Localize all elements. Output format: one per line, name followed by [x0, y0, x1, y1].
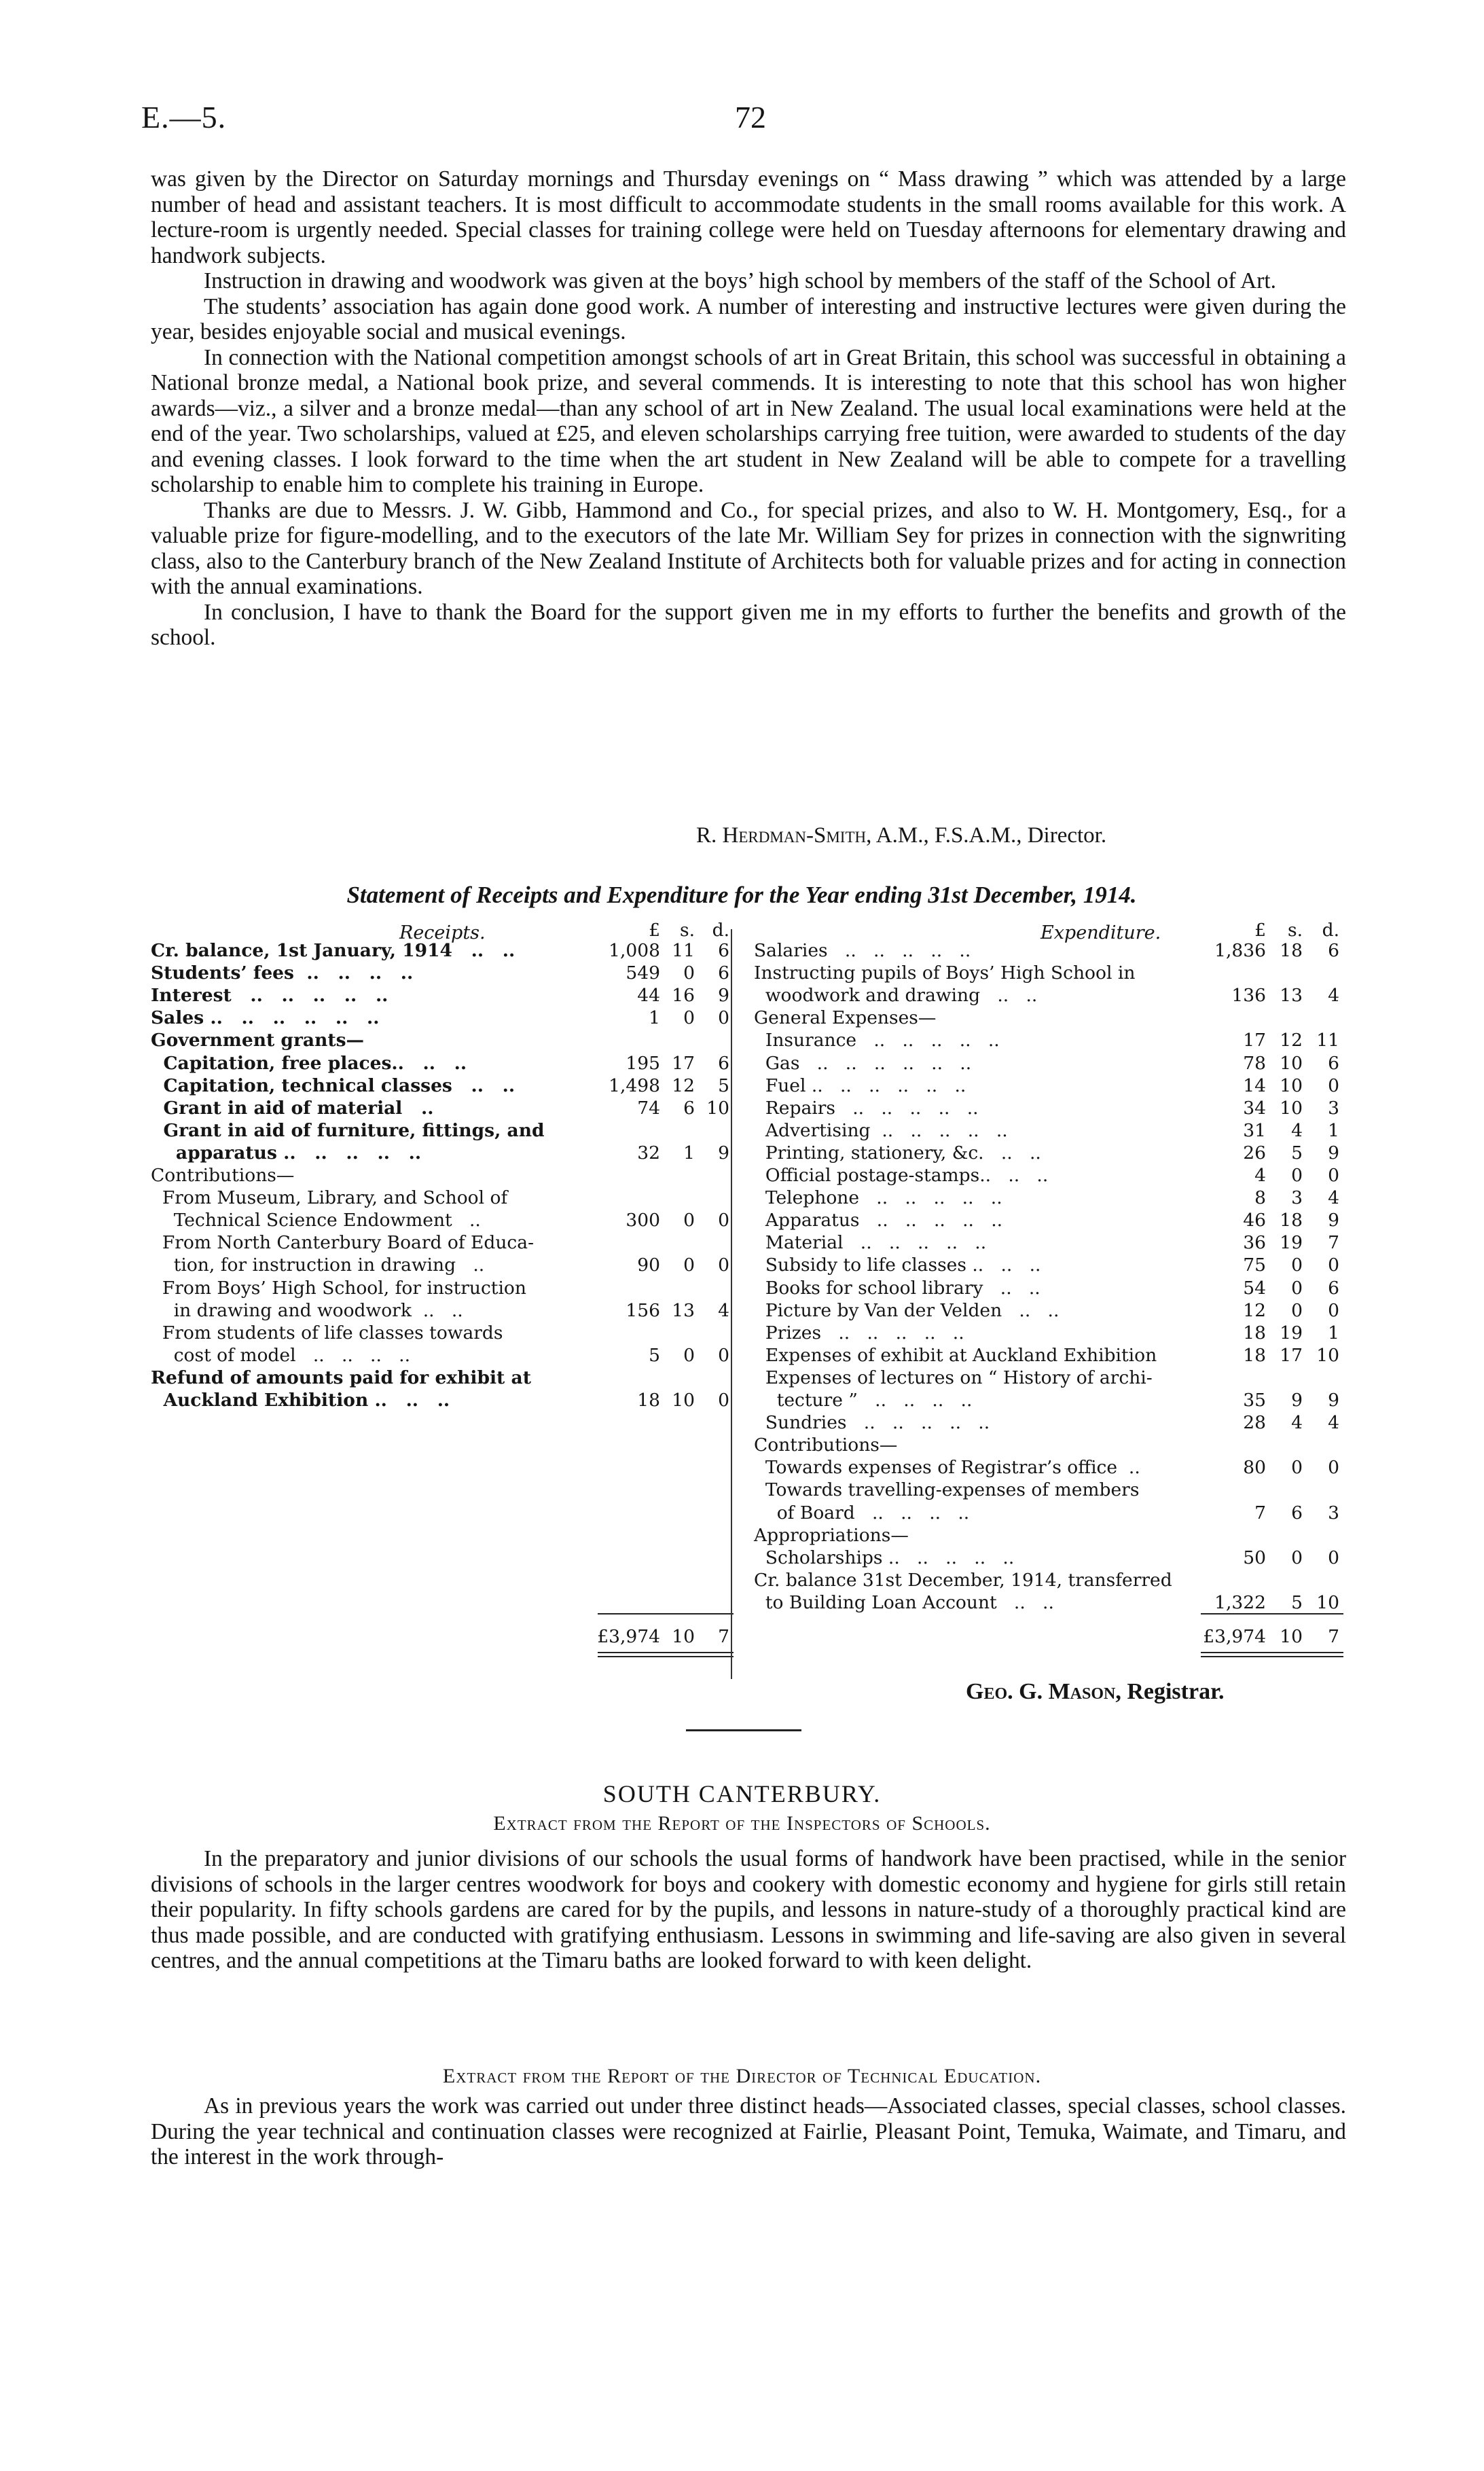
receipts-pounds: 18 — [637, 1390, 660, 1411]
intro-paragraph: Thanks are due to Messrs. J. W. Gibb, Hammond and Co., for special prizes, and also to W. H. Montgomery, Esq., for a valuable prize for figure-modelling, and to the executors of the late Mr. William Sey for prizes in connection with the signwriting class, also to the Canterbury branch of the New Zealand Institute of Architects both for valuable prizes and for acting in connection with the annual examinations. — [151, 497, 1346, 599]
expenditure-shillings: 18 — [1280, 940, 1303, 961]
receipts-label: Technical Science Endowment .. — [151, 1210, 481, 1231]
expenditure-pence: 7 — [1328, 1232, 1339, 1254]
receipts-pounds: 44 — [637, 985, 660, 1007]
expenditure-label: Prizes .. .. .. .. .. — [754, 1322, 964, 1343]
expenditure-label: Appropriations— — [754, 1524, 909, 1546]
expenditure-label: Expenses of lectures on “ History of archi- — [754, 1367, 1153, 1388]
expenditure-label: Printing, stationery, &c. .. .. — [754, 1142, 1041, 1164]
receipts-shillings: 10 — [672, 1390, 695, 1411]
expenditure-label: Telephone .. .. .. .. .. — [754, 1187, 1002, 1209]
expenditure-shillings: 9 — [1291, 1390, 1303, 1411]
expenditure-total-l: £3,974 — [1203, 1626, 1266, 1647]
receipts-heading: Receipts. — [399, 922, 486, 943]
receipts-shillings: 1 — [683, 1142, 695, 1164]
receipts-total-s: 10 — [672, 1626, 695, 1647]
intro-paragraph: Instruction in drawing and woodwork was given at the boys’ high school by members of the staff of the School of Art. — [204, 268, 1276, 293]
statement-title: Statement of Receipts and Expenditure for the Year ending 31st December, 1914. — [346, 882, 1137, 908]
section-title: SOUTH CANTERBURY. — [602, 1780, 882, 1807]
receipts-label: Capitation, technical classes .. .. — [151, 1075, 515, 1096]
expenditure-pence: 10 — [1316, 1591, 1339, 1613]
expenditure-pence: 9 — [1328, 1142, 1339, 1164]
expenditure-shillings: 10 — [1280, 1052, 1303, 1074]
receipts-pence: 0 — [718, 1255, 729, 1276]
expenditure-pence: 4 — [1328, 985, 1339, 1007]
extract2-body — [151, 2093, 1346, 2170]
expenditure-pence: 3 — [1328, 1097, 1339, 1119]
expenditure-total-rule-2 — [1201, 1656, 1343, 1657]
expenditure-label: Towards expenses of Registrar’s office .. — [754, 1457, 1140, 1479]
expenditure-label: Subsidy to life classes .. .. .. — [754, 1255, 1041, 1276]
expenditure-label: tecture ” .. .. .. .. — [754, 1390, 973, 1411]
receipts-pounds: 5 — [649, 1344, 660, 1366]
receipts-pounds: 195 — [626, 1052, 660, 1074]
expenditure-subtotal-rule — [1201, 1613, 1343, 1615]
receipts-total-rule — [598, 1652, 734, 1653]
column-divider — [731, 929, 732, 1679]
expenditure-label: Expenses of exhibit at Auckland Exhibition — [754, 1344, 1157, 1366]
expenditure-shillings: 0 — [1291, 1299, 1303, 1321]
director-name: R. Herdman-Smith — [696, 823, 867, 848]
expenditure-shillings: 17 — [1280, 1344, 1303, 1366]
receipts-total-rule-2 — [598, 1656, 734, 1657]
expenditure-label: to Building Loan Account .. .. — [754, 1591, 1054, 1613]
expenditure-pounds: 46 — [1243, 1210, 1266, 1231]
receipts-label: in drawing and woodwork .. .. — [151, 1299, 463, 1321]
registrar-name: Geo. G. Mason — [966, 1679, 1116, 1704]
intro-paragraph: was given by the Director on Saturday mornings and Thursday evenings on “ Mass drawing ” which was attended by a large number of head and assistant teachers. It is most difficult to accommodate students in the small rooms available for this work. A lecture-room is urgently needed. Special classes for training college were held on Tuesday afternoons for elementary drawing and handwork subjects. — [151, 166, 1346, 268]
expenditure-lsd-1: s. — [1287, 920, 1303, 941]
receipts-shillings: 0 — [683, 962, 695, 984]
expenditure-pence: 9 — [1328, 1210, 1339, 1231]
receipts-pounds: 32 — [637, 1142, 660, 1164]
expenditure-pence: 1 — [1328, 1119, 1339, 1141]
expenditure-pounds: 75 — [1243, 1255, 1266, 1276]
expenditure-shillings: 19 — [1280, 1232, 1303, 1254]
receipts-total-d: 7 — [718, 1626, 729, 1647]
expenditure-label: Sundries .. .. .. .. .. — [754, 1412, 990, 1434]
expenditure-heading: Expenditure. — [1040, 922, 1161, 943]
extract1-body — [151, 1846, 1346, 1974]
expenditure-shillings: 0 — [1291, 1277, 1303, 1299]
extract1-heading: Extract from the Report of the Inspectors of Schools. — [493, 1812, 991, 1835]
expenditure-label: of Board .. .. .. .. — [754, 1502, 970, 1523]
receipts-pence: 0 — [718, 1344, 729, 1366]
expenditure-pence: 11 — [1316, 1030, 1339, 1051]
expenditure-pounds: 17 — [1243, 1030, 1266, 1051]
receipts-label: cost of model .. .. .. .. — [151, 1344, 411, 1366]
receipts-label: From North Canterbury Board of Educa- — [151, 1232, 535, 1254]
receipts-lsd-2: d. — [712, 920, 729, 941]
expenditure-shillings: 5 — [1291, 1591, 1303, 1613]
expenditure-shillings: 10 — [1280, 1097, 1303, 1119]
expenditure-label: Repairs .. .. .. .. .. — [754, 1097, 979, 1119]
director-title: , A.M., F.S.A.M., Director. — [866, 823, 1107, 848]
receipts-pence: 5 — [718, 1075, 729, 1096]
expenditure-pence: 0 — [1328, 1547, 1339, 1568]
expenditure-pence: 6 — [1328, 1277, 1339, 1299]
receipts-pence: 10 — [706, 1097, 729, 1119]
expenditure-lsd-2: d. — [1322, 920, 1339, 941]
expenditure-label: Salaries .. .. .. .. .. — [754, 940, 971, 961]
expenditure-shillings: 0 — [1291, 1165, 1303, 1186]
expenditure-pence: 4 — [1328, 1412, 1339, 1434]
receipts-pounds: 1,498 — [609, 1075, 660, 1096]
receipts-shillings: 11 — [672, 940, 695, 961]
receipts-label: Government grants— — [151, 1030, 365, 1051]
receipts-pence: 0 — [718, 1210, 729, 1231]
expenditure-pence: 1 — [1328, 1322, 1339, 1343]
receipts-pounds: 300 — [626, 1210, 660, 1231]
receipts-pence: 0 — [718, 1390, 729, 1411]
expenditure-pence: 9 — [1328, 1390, 1339, 1411]
expenditure-shillings: 0 — [1291, 1547, 1303, 1568]
expenditure-pence: 10 — [1316, 1344, 1339, 1366]
expenditure-pounds: 31 — [1243, 1119, 1266, 1141]
page-number: 72 — [735, 100, 766, 134]
expenditure-pounds: 26 — [1243, 1142, 1266, 1164]
expenditure-shillings: 6 — [1291, 1502, 1303, 1523]
receipts-pence: 6 — [718, 940, 729, 961]
expenditure-pounds: 4 — [1254, 1165, 1266, 1186]
registrar-signature — [966, 1679, 1225, 1705]
expenditure-pence: 6 — [1328, 940, 1339, 961]
receipts-label: Grant in aid of material .. — [151, 1097, 434, 1119]
receipts-pence: 6 — [718, 1052, 729, 1074]
expenditure-pounds: 36 — [1243, 1232, 1266, 1254]
expenditure-pence: 0 — [1328, 1457, 1339, 1479]
expenditure-pence: 0 — [1328, 1299, 1339, 1321]
expenditure-pence: 0 — [1328, 1255, 1339, 1276]
expenditure-pounds: 34 — [1243, 1097, 1266, 1119]
receipts-pence: 6 — [718, 962, 729, 984]
receipts-label: apparatus .. .. .. .. .. — [151, 1142, 422, 1164]
expenditure-total-s: 10 — [1280, 1626, 1303, 1647]
expenditure-pounds: 12 — [1243, 1299, 1266, 1321]
expenditure-label: Instructing pupils of Boys’ High School in — [754, 962, 1136, 984]
receipts-pence: 4 — [718, 1299, 729, 1321]
extract1-paragraph: In the preparatory and junior divisions of our schools the usual forms of handwork have been practised, while in the senior divisions of schools in the larger centres woodwork for boys and cookery with domestic economy and hygiene for girls still retain their popularity. In fifty schools gardens are cared for by the pupils, and lessons in nature-study of a thoroughly practical kind are thus made possible, and are conducted with gratifying enthusiasm. Lessons in swimming and life-saving are also given in several centres, and the annual competitions at the Timaru baths are looked forward to with keen delight. — [151, 1846, 1346, 1973]
receipts-pounds: 74 — [637, 1097, 660, 1119]
receipts-shillings: 12 — [672, 1075, 695, 1096]
expenditure-label: General Expenses— — [754, 1007, 937, 1029]
receipts-shillings: 16 — [672, 985, 695, 1007]
expenditure-pounds: 8 — [1254, 1187, 1266, 1209]
receipts-label: From Museum, Library, and School of — [151, 1187, 508, 1209]
expenditure-shillings: 18 — [1280, 1210, 1303, 1231]
extract2-paragraph: As in previous years the work was carried out under three distinct heads—Associated classes, special classes, school classes. During the year technical and continuation classes were recognized at Fairlie, Pleasant Point, Temuka, Waimate, and Timaru, and the interest in the work through- — [151, 2093, 1346, 2169]
expenditure-pounds: 18 — [1243, 1344, 1266, 1366]
receipts-shillings: 13 — [672, 1299, 695, 1321]
expenditure-pounds: 50 — [1243, 1547, 1266, 1568]
receipts-subtotal-rule — [598, 1613, 734, 1615]
receipts-label: Grant in aid of furniture, fittings, and — [151, 1119, 545, 1141]
receipts-pence: 9 — [718, 1142, 729, 1164]
expenditure-pounds: 28 — [1243, 1412, 1266, 1434]
receipts-label: Students’ fees .. .. .. .. — [151, 962, 414, 984]
expenditure-pounds: 54 — [1243, 1277, 1266, 1299]
receipts-label: Sales .. .. .. .. .. .. — [151, 1007, 380, 1029]
expenditure-label: Material .. .. .. .. .. — [754, 1232, 987, 1254]
expenditure-pounds: 7 — [1254, 1502, 1266, 1523]
expenditure-shillings: 12 — [1280, 1030, 1303, 1051]
expenditure-total-d: 7 — [1328, 1626, 1339, 1647]
receipts-shillings: 0 — [683, 1255, 695, 1276]
expenditure-label: woodwork and drawing .. .. — [754, 985, 1038, 1007]
intro-paragraph: In connection with the National competition amongst schools of art in Great Britain, this school was successful in obtaining a National bronze medal, a National book prize, and several commends. It is interesting to note that this school has won higher awards—viz., a silver and a bronze medal—than any school of art in New Zealand. The usual local examinations were held at the end of the year. Two scholarships, valued at £25, and eleven scholarships carrying free tuition, were awarded to students of the day and evening classes. I look forward to the time when the art student in New Zealand will be able to compete for a travelling scholarship to enable him to complete his training in Europe. — [151, 344, 1346, 497]
expenditure-label: Cr. balance 31st December, 1914, transferred — [754, 1569, 1172, 1591]
expenditure-pounds: 78 — [1243, 1052, 1266, 1074]
expenditure-shillings: 0 — [1291, 1255, 1303, 1276]
expenditure-shillings: 3 — [1291, 1187, 1303, 1209]
receipts-label: Capitation, free places.. .. .. — [151, 1052, 467, 1074]
receipts-pounds: 90 — [637, 1255, 660, 1276]
expenditure-label: Scholarships .. .. .. .. .. — [754, 1547, 1015, 1568]
expenditure-pounds: 1,322 — [1214, 1591, 1266, 1613]
expenditure-label: Contributions— — [754, 1435, 898, 1456]
receipts-shillings: 0 — [683, 1210, 695, 1231]
receipts-label: Interest .. .. .. .. .. — [151, 985, 388, 1007]
expenditure-pounds: 80 — [1243, 1457, 1266, 1479]
expenditure-pence: 3 — [1328, 1502, 1339, 1523]
section-rule — [686, 1729, 801, 1731]
expenditure-pounds: 18 — [1243, 1322, 1266, 1343]
receipts-shillings: 0 — [683, 1007, 695, 1029]
expenditure-shillings: 4 — [1291, 1412, 1303, 1434]
expenditure-label: Picture by Van der Velden .. .. — [754, 1299, 1060, 1321]
expenditure-label: Fuel .. .. .. .. .. .. — [754, 1075, 966, 1096]
expenditure-shillings: 13 — [1280, 985, 1303, 1007]
registrar-title: , Registrar. — [1115, 1679, 1225, 1704]
expenditure-pence: 0 — [1328, 1075, 1339, 1096]
receipts-pounds: 1,008 — [609, 940, 660, 961]
expenditure-label: Gas .. .. .. .. .. .. — [754, 1052, 972, 1074]
expenditure-shillings: 4 — [1291, 1119, 1303, 1141]
expenditure-label: Books for school library .. .. — [754, 1277, 1040, 1299]
expenditure-shillings: 10 — [1280, 1075, 1303, 1096]
receipts-shillings: 17 — [672, 1052, 695, 1074]
expenditure-pence: 0 — [1328, 1165, 1339, 1186]
expenditure-pounds: 1,836 — [1214, 940, 1266, 961]
receipts-label: Auckland Exhibition .. .. .. — [151, 1390, 450, 1411]
expenditure-label: Insurance .. .. .. .. .. — [754, 1030, 1000, 1051]
expenditure-label: Advertising .. .. .. .. .. — [754, 1119, 1008, 1141]
receipts-label: Refund of amounts paid for exhibit at — [151, 1367, 531, 1388]
receipts-label: From students of life classes towards — [151, 1322, 503, 1343]
receipts-pounds: 156 — [626, 1299, 660, 1321]
receipts-lsd-0: £ — [649, 920, 660, 941]
expenditure-total-rule — [1201, 1652, 1343, 1653]
expenditure-label: Apparatus .. .. .. .. .. — [754, 1210, 1003, 1231]
expenditure-shillings: 5 — [1291, 1142, 1303, 1164]
intro-paragraph: The students’ association has again done good work. A number of interesting and instructive lectures were given during the year, besides enjoyable social and musical evenings. — [151, 293, 1346, 344]
receipts-pounds: 1 — [649, 1007, 660, 1029]
receipts-lsd-1: s. — [679, 920, 695, 941]
receipts-shillings: 0 — [683, 1344, 695, 1366]
expenditure-pounds: 35 — [1243, 1390, 1266, 1411]
receipts-label: From Boys’ High School, for instruction — [151, 1277, 526, 1299]
receipts-pounds: 549 — [626, 962, 660, 984]
expenditure-shillings: 19 — [1280, 1322, 1303, 1343]
receipts-label: tion, for instruction in drawing .. — [151, 1255, 485, 1276]
receipts-label: Contributions— — [151, 1165, 295, 1186]
expenditure-pounds: 14 — [1243, 1075, 1266, 1096]
expenditure-pence: 6 — [1328, 1052, 1339, 1074]
expenditure-label: Official postage-stamps.. .. .. — [754, 1165, 1049, 1186]
expenditure-lsd-0: £ — [1254, 920, 1266, 941]
expenditure-label: Towards travelling-expenses of members — [754, 1479, 1140, 1501]
receipts-label: Cr. balance, 1st January, 1914 .. .. — [151, 940, 515, 961]
expenditure-shillings: 0 — [1291, 1457, 1303, 1479]
receipts-pence: 9 — [718, 985, 729, 1007]
expenditure-pounds: 136 — [1231, 985, 1266, 1007]
receipts-shillings: 6 — [683, 1097, 695, 1119]
document-reference: E.—5. — [141, 100, 227, 134]
extract2-heading: Extract from the Report of the Director of Technical Education. — [442, 2065, 1042, 2087]
expenditure-pence: 4 — [1328, 1187, 1339, 1209]
receipts-total-l: £3,974 — [597, 1626, 660, 1647]
receipts-pence: 0 — [718, 1007, 729, 1029]
intro-paragraph: In conclusion, I have to thank the Board for the support given me in my efforts to further the benefits and growth of the school. — [151, 599, 1346, 650]
